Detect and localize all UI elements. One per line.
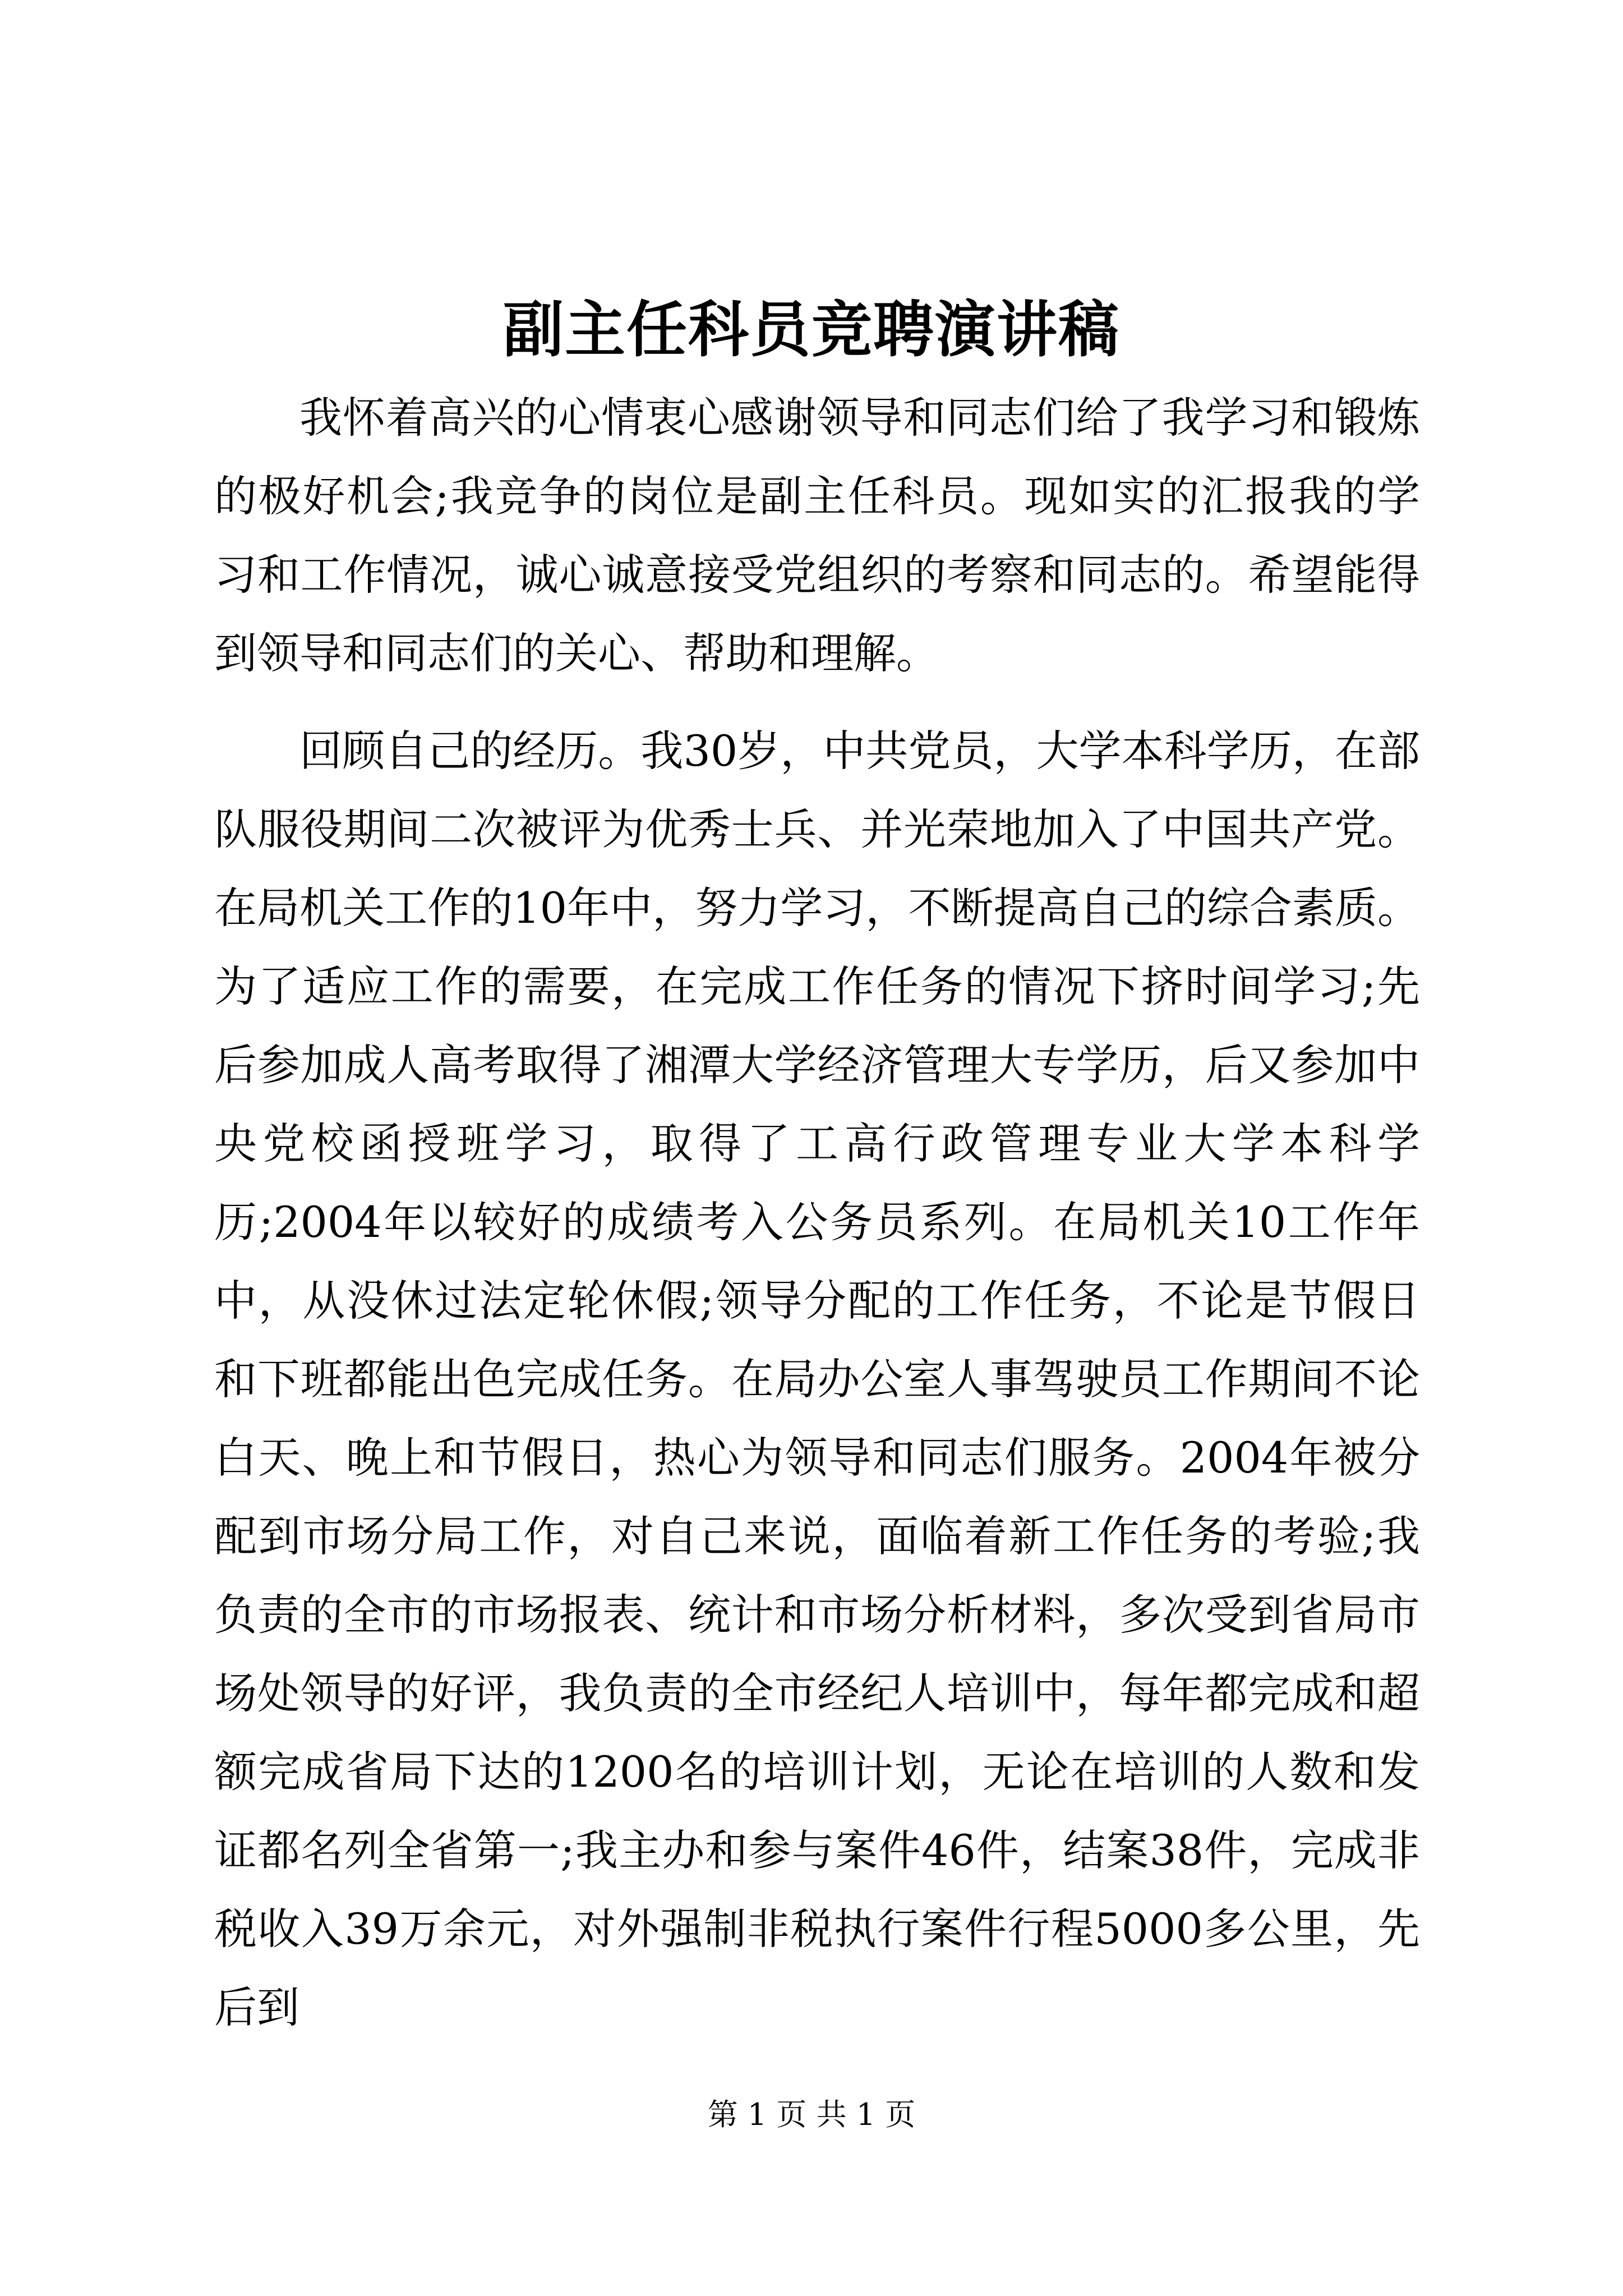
- document-title: 副主任科员竞聘演讲稿: [502, 295, 1120, 365]
- document-body: [214, 379, 1420, 2047]
- paragraph-1: 我怀着高兴的心情衷心感谢领导和同志们给了我学习和锻炼的极好机会;我竞争的岗位是副主任科员。现如实的汇报我的学习和工作情况，诚心诚意接受党组织的考察和同志的。希望能得到领导和同志们的关心、帮助和理解。: [214, 393, 1420, 678]
- paragraph-2: 回顾自己的经历。我30岁，中共党员，大学本科学历，在部队服役期间二次被评为优秀士兵、并光荣地加入了中国共产党。在局机关工作的10年中，努力学习，不断提高自己的综合素质。为了适应工作的需要，在完成工作任务的情况下挤时间学习;先后参加成人高考取得了湘潭大学经济管理大专学历，后又参加中央党校函授班学习，取得了工高行政管理专业大学本科学历;2004年以较好的成绩考入公务员系列。在局机关10工作年中，从没休过法定轮休假;领导分配的工作任务，不论是节假日和下班都能出色完成任务。在局办公室人事驾驶员工作期间不论白天、晚上和节假日，热心为领导和同志们服务。2004年被分配到市场分局工作，对自己来说，面临着新工作任务的考验;我负责的全市的市场报表、统计和市场分析材料，多次受到省局市场处领导的好评，我负责的全市经纪人培训中，每年都完成和超额完成省局下达的1200名的培训计划，无论在培训的人数和发证都名列全省第一;我主办和参与案件46件，结案38件，完成非税收入39万余元，对外强制非税执行案件行程5000多公里，先后到: [214, 726, 1420, 2032]
- page-footer: 第 1 页 共 1 页: [707, 2097, 916, 2132]
